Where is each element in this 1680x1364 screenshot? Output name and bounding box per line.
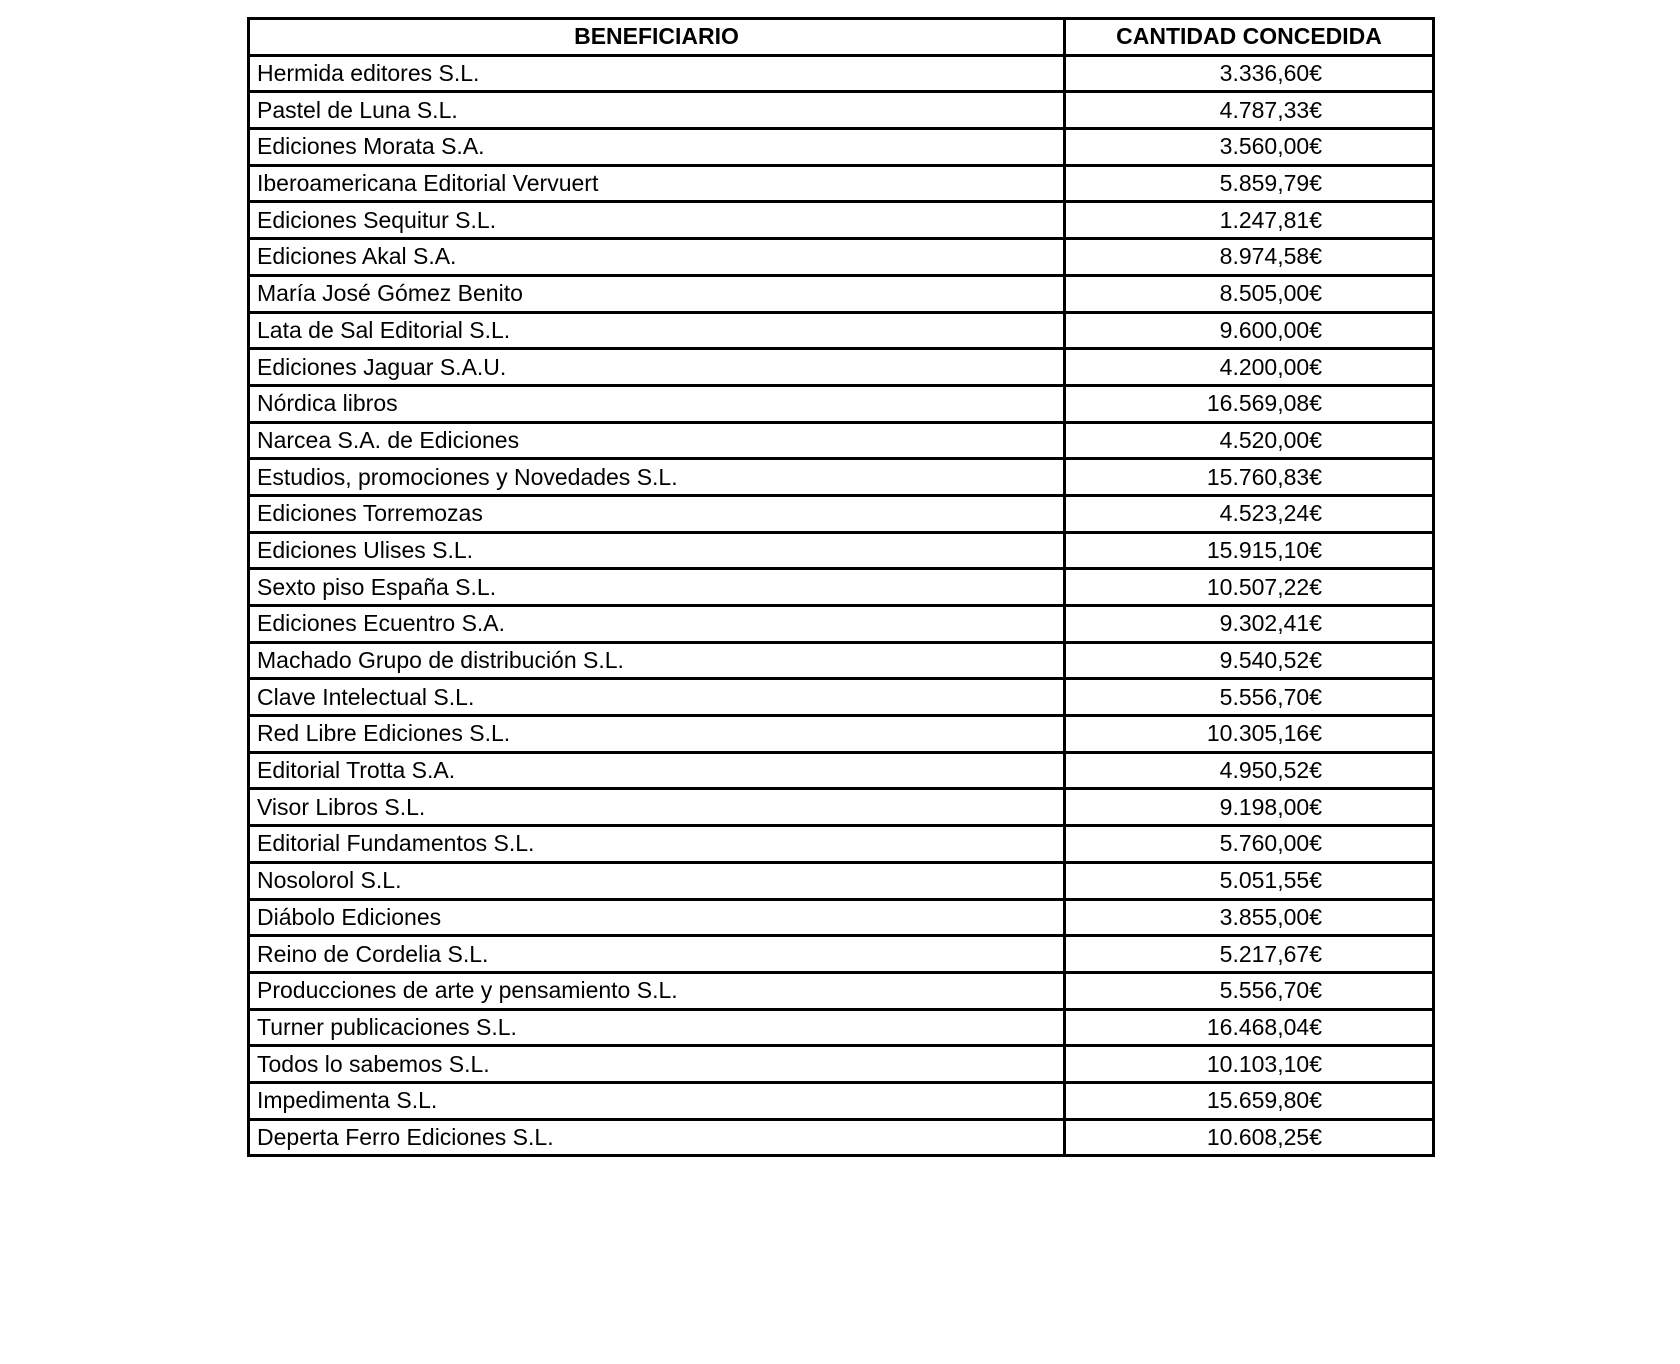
amount-cell: 3.560,00€ [1065, 129, 1434, 166]
table-row [249, 642, 1434, 679]
amount-cell: 10.103,10€ [1065, 1046, 1434, 1083]
amount-cell: 8.974,58€ [1065, 239, 1434, 276]
amount-cell: 9.540,52€ [1065, 642, 1434, 679]
beneficiary-cell: Ediciones Morata S.A. [249, 129, 1065, 166]
column-header-amount: CANTIDAD CONCEDIDA [1065, 19, 1434, 56]
beneficiary-cell: Impedimenta S.L. [249, 1082, 1065, 1119]
table-row [249, 1046, 1434, 1083]
beneficiary-cell: Iberoamericana Editorial Vervuert [249, 165, 1065, 202]
column-header-beneficiary: BENEFICIARIO [249, 19, 1065, 56]
table-row [249, 165, 1434, 202]
table-row [249, 92, 1434, 129]
beneficiary-cell: Nórdica libros [249, 385, 1065, 422]
beneficiary-cell: Turner publicaciones S.L. [249, 1009, 1065, 1046]
table-row [249, 275, 1434, 312]
beneficiary-cell: Ediciones Sequitur S.L. [249, 202, 1065, 239]
amount-cell: 15.760,83€ [1065, 459, 1434, 496]
beneficiary-cell: Machado Grupo de distribución S.L. [249, 642, 1065, 679]
beneficiary-cell: Estudios, promociones y Novedades S.L. [249, 459, 1065, 496]
beneficiary-cell: Ediciones Torremozas [249, 495, 1065, 532]
amount-cell: 9.198,00€ [1065, 789, 1434, 826]
table-row [249, 789, 1434, 826]
amount-cell: 15.659,80€ [1065, 1082, 1434, 1119]
table-row [249, 1009, 1434, 1046]
amount-cell: 4.950,52€ [1065, 752, 1434, 789]
amount-cell: 9.600,00€ [1065, 312, 1434, 349]
amount-cell: 5.760,00€ [1065, 826, 1434, 863]
table-row [249, 862, 1434, 899]
table-row [249, 826, 1434, 863]
table-row [249, 202, 1434, 239]
beneficiary-cell: Narcea S.A. de Ediciones [249, 422, 1065, 459]
beneficiary-cell: Editorial Fundamentos S.L. [249, 826, 1065, 863]
amount-cell: 16.569,08€ [1065, 385, 1434, 422]
beneficiary-cell: Deperta Ferro Ediciones S.L. [249, 1119, 1065, 1156]
beneficiary-cell: Ediciones Akal S.A. [249, 239, 1065, 276]
beneficiary-cell: Diábolo Ediciones [249, 899, 1065, 936]
grant-beneficiaries-table [247, 17, 1435, 1157]
amount-cell: 3.855,00€ [1065, 899, 1434, 936]
table-row [249, 422, 1434, 459]
beneficiary-cell: Sexto piso España S.L. [249, 569, 1065, 606]
beneficiary-cell: Clave Intelectual S.L. [249, 679, 1065, 716]
beneficiary-cell: Producciones de arte y pensamiento S.L. [249, 972, 1065, 1009]
table-row [249, 606, 1434, 643]
table-row [249, 495, 1434, 532]
table-body [249, 55, 1434, 1156]
beneficiary-cell: Reino de Cordelia S.L. [249, 936, 1065, 973]
amount-cell: 1.247,81€ [1065, 202, 1434, 239]
table-row [249, 752, 1434, 789]
amount-cell: 9.302,41€ [1065, 606, 1434, 643]
table-row [249, 936, 1434, 973]
beneficiary-cell: Nosolorol S.L. [249, 862, 1065, 899]
table-row [249, 129, 1434, 166]
table-row [249, 899, 1434, 936]
beneficiary-cell: Pastel de Luna S.L. [249, 92, 1065, 129]
amount-cell: 10.305,16€ [1065, 716, 1434, 753]
table-row [249, 312, 1434, 349]
amount-cell: 4.787,33€ [1065, 92, 1434, 129]
table-row [249, 679, 1434, 716]
table-row [249, 239, 1434, 276]
amount-cell: 10.608,25€ [1065, 1119, 1434, 1156]
table-row [249, 55, 1434, 92]
table-row [249, 459, 1434, 496]
table-row [249, 1082, 1434, 1119]
amount-cell: 15.915,10€ [1065, 532, 1434, 569]
amount-cell: 4.200,00€ [1065, 349, 1434, 386]
beneficiary-cell: Todos lo sabemos S.L. [249, 1046, 1065, 1083]
beneficiary-cell: María José Gómez Benito [249, 275, 1065, 312]
amount-cell: 16.468,04€ [1065, 1009, 1434, 1046]
table-row [249, 349, 1434, 386]
beneficiary-cell: Ediciones Jaguar S.A.U. [249, 349, 1065, 386]
amount-cell: 4.523,24€ [1065, 495, 1434, 532]
amount-cell: 10.507,22€ [1065, 569, 1434, 606]
amount-cell: 5.051,55€ [1065, 862, 1434, 899]
beneficiary-cell: Red Libre Ediciones S.L. [249, 716, 1065, 753]
beneficiary-cell: Ediciones Ulises S.L. [249, 532, 1065, 569]
beneficiary-cell: Visor Libros S.L. [249, 789, 1065, 826]
amount-cell: 8.505,00€ [1065, 275, 1434, 312]
table-row [249, 385, 1434, 422]
amount-cell: 5.859,79€ [1065, 165, 1434, 202]
beneficiary-cell: Lata de Sal Editorial S.L. [249, 312, 1065, 349]
amount-cell: 5.556,70€ [1065, 972, 1434, 1009]
beneficiary-cell: Editorial Trotta S.A. [249, 752, 1065, 789]
table-row [249, 972, 1434, 1009]
amount-cell: 3.336,60€ [1065, 55, 1434, 92]
table-row [249, 716, 1434, 753]
table-row [249, 1119, 1434, 1156]
beneficiary-cell: Hermida editores S.L. [249, 55, 1065, 92]
table-row [249, 569, 1434, 606]
amount-cell: 5.556,70€ [1065, 679, 1434, 716]
table-header-row [249, 19, 1434, 56]
table-row [249, 532, 1434, 569]
amount-cell: 4.520,00€ [1065, 422, 1434, 459]
beneficiary-cell: Ediciones Ecuentro S.A. [249, 606, 1065, 643]
amount-cell: 5.217,67€ [1065, 936, 1434, 973]
